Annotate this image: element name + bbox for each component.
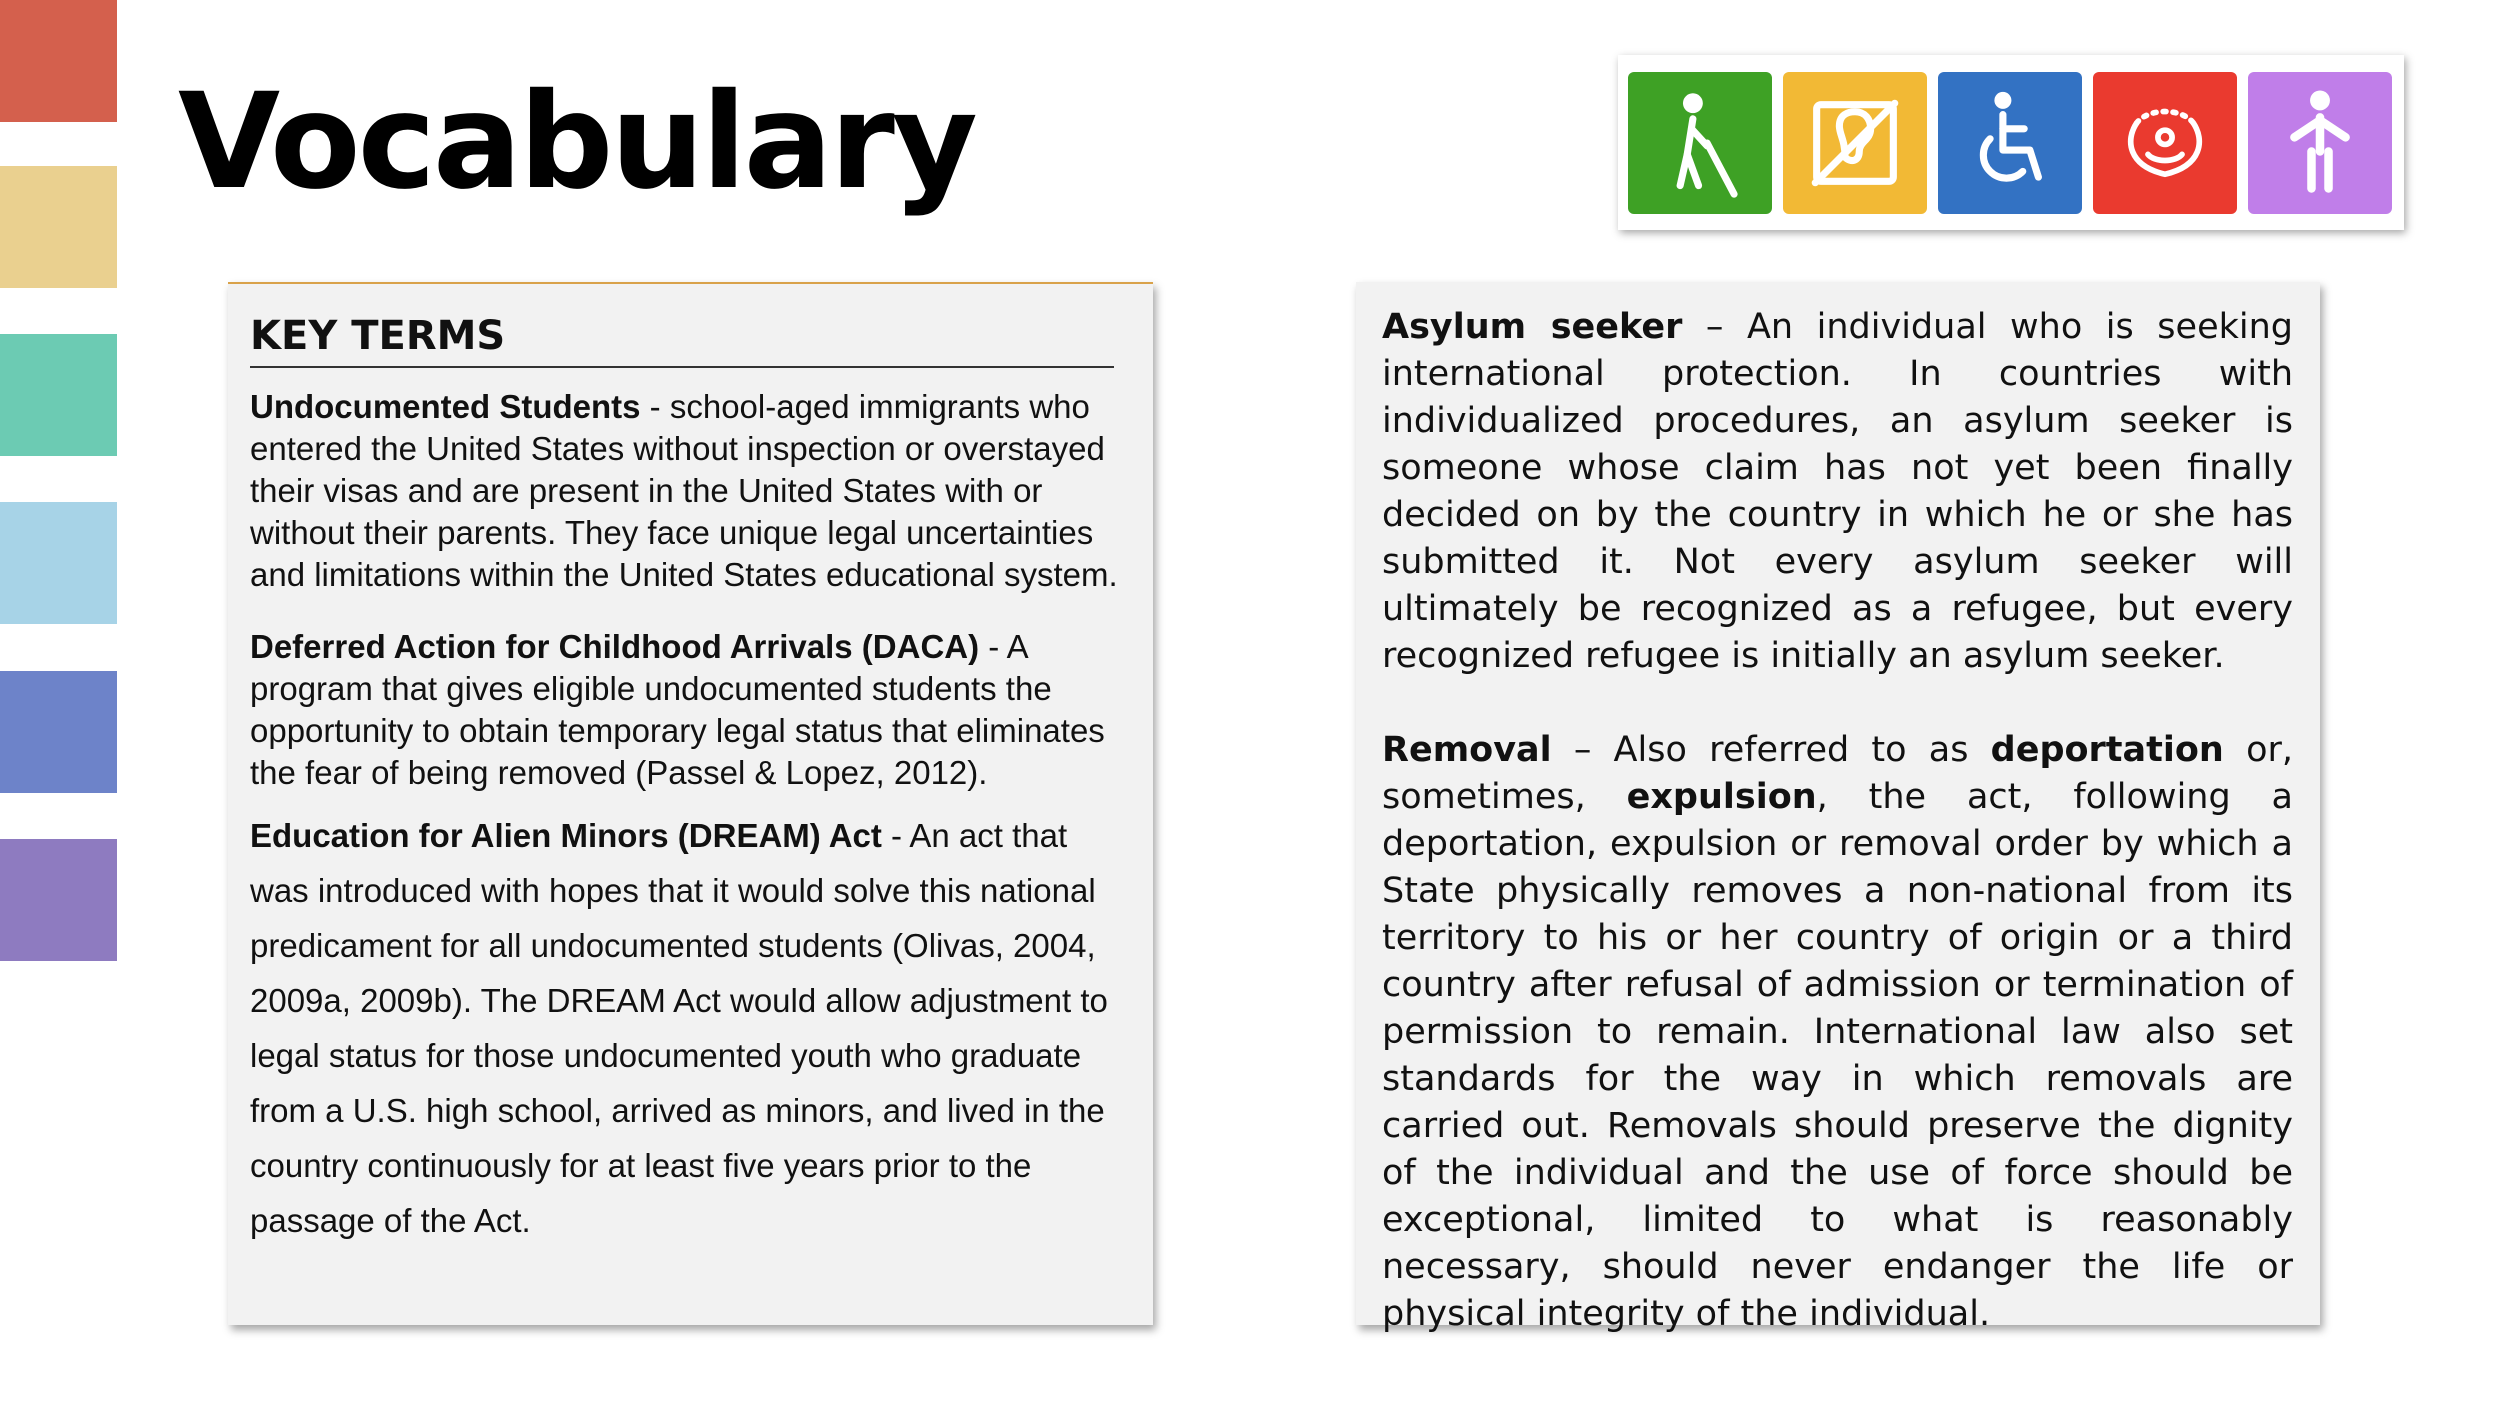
deportation-term: deportation bbox=[1990, 730, 2224, 770]
term-definition: - school-aged immigrants who entered the United States without inspection or overstayed their visas and are present in the United States with or without their parents. They face unique legal uncertainties and limitations within the United States educational system. bbox=[250, 388, 1118, 593]
definition-removal bbox=[1382, 727, 2293, 1338]
key-terms-card bbox=[228, 282, 1153, 1325]
color-strip-red bbox=[0, 0, 117, 122]
term-definition: - An act that was introduced with hopes that it would solve this national predicament for all undocumented students (Olivas, 2004, 2009a, 2009b). The DREAM Act would allow adjustment to legal status for those undocumented youth who graduate from a U.S. high school, arrived as minors, and lived in the country continuously for at least five years prior to the passage of the Act. bbox=[250, 817, 1108, 1239]
term-title: Undocumented Students bbox=[250, 388, 641, 425]
expulsion-term: expulsion bbox=[1626, 777, 1817, 817]
term-title: Deferred Action for Childhood Arrivals (DACA) bbox=[250, 628, 980, 665]
color-strip-yellow bbox=[0, 166, 117, 288]
standing-person-icon bbox=[2248, 72, 2392, 214]
wheelchair-icon bbox=[1938, 72, 2082, 214]
definition-text: – Also referred to as bbox=[1551, 730, 1991, 770]
page-title: Vocabulary bbox=[178, 65, 975, 219]
term-definition: - A program that gives eligible undocumented students the opportunity to obtain temporary legal status that eliminates the fear of being removed (Passel & Lopez, 2012). bbox=[250, 628, 1105, 791]
color-strip-purple bbox=[0, 839, 117, 961]
definition-asylum-seeker bbox=[1382, 304, 2293, 680]
term-undocumented-students bbox=[250, 386, 1129, 596]
hearing-loop-icon bbox=[1783, 72, 1927, 214]
definition-text: , the act, following a deportation, expulsion or removal order by which a State physically removes a non-national from its territory to his or her country of origin or a third country after refusal of admission or termination of permission to remain. International law also set standards for the way in which removals are carried out. Removals should preserve the dignity of the individual and the use of force should be exceptional, limited to what is reasonably necessary, should never endanger the life or physical integrity of the individual. bbox=[1382, 777, 2293, 1334]
blind-person-icon bbox=[1628, 72, 1772, 214]
term-daca bbox=[250, 626, 1129, 794]
key-terms-heading: KEY TERMS bbox=[250, 310, 1114, 368]
accessibility-icons-banner bbox=[1618, 55, 2404, 230]
face-icon bbox=[2093, 72, 2237, 214]
definition-text: – An individual who is seeking international protection. In countries with individualized procedures, an asylum seeker is someone whose claim has not yet been finally decided on by the country in which he or she has submitted it. Not every asylum seeker will ultimately be recognized as a refugee, but every recognized refugee is initially an asylum seeker. bbox=[1382, 307, 2294, 676]
term-title: Education for Alien Minors (DREAM) Act bbox=[250, 817, 882, 854]
term-title: Removal bbox=[1382, 730, 1552, 770]
color-strip-light-blue bbox=[0, 502, 117, 624]
color-strip-blue bbox=[0, 671, 117, 793]
term-title: Asylum seeker bbox=[1382, 307, 1683, 347]
term-dream-act bbox=[250, 808, 1129, 1248]
definition-text: or, sometimes, bbox=[1382, 730, 2293, 817]
definitions-card bbox=[1356, 282, 2320, 1334]
color-strip-teal bbox=[0, 334, 117, 456]
